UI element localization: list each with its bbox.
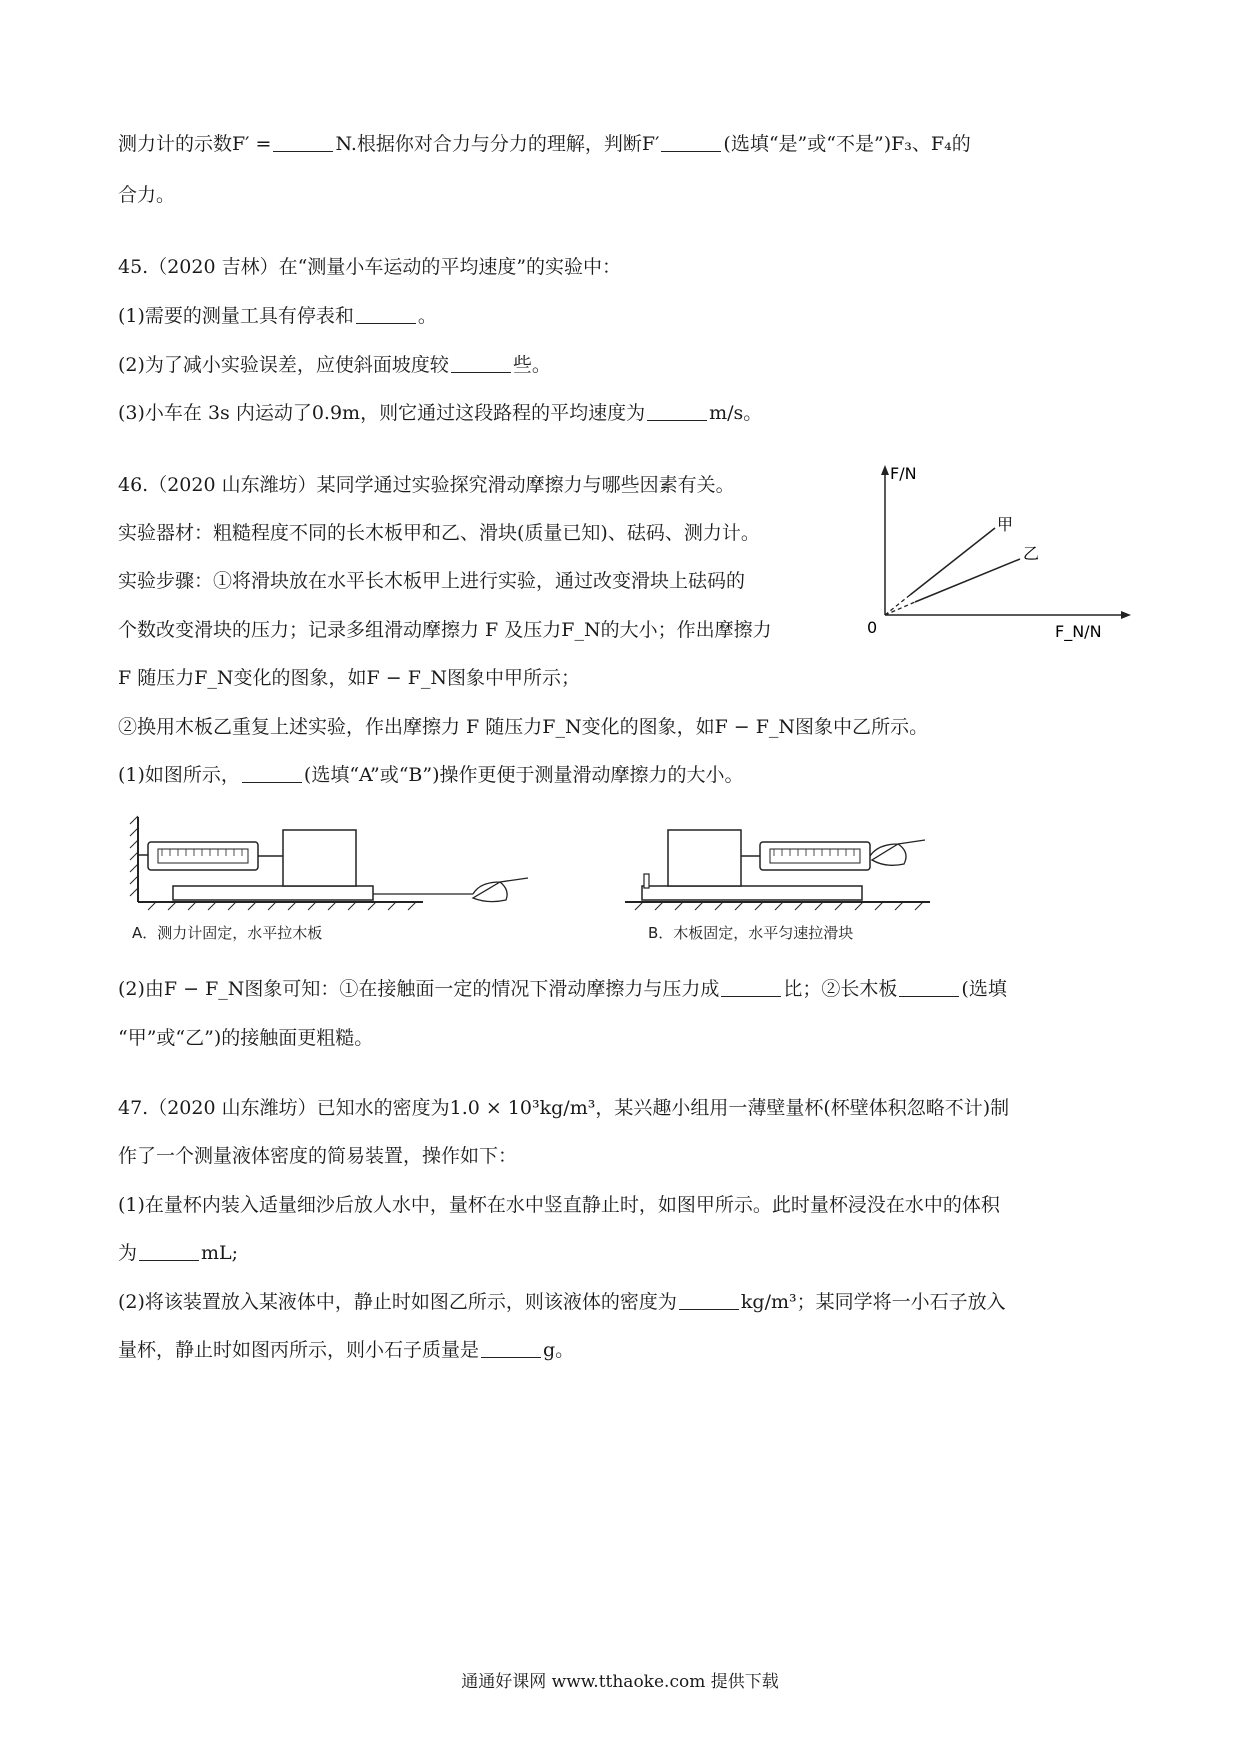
text-line <box>118 352 551 378</box>
question-45: 45.（2020 吉林）在“测量小车运动的平均速度”的实验中： <box>118 256 622 278</box>
text-line <box>118 762 744 788</box>
text-line: (1)在量杯内装入适量细沙后放人水中，量杯在水中竖直静止时，如图甲所示。此时量杯浸没在水中的体积 <box>118 1194 1000 1216</box>
hand-icon <box>870 840 925 865</box>
page-footer: 通通好课网 www.tthaoke.com 提供下载 <box>461 1672 779 1692</box>
answer-blank[interactable] <box>451 354 511 373</box>
wall-hatch <box>130 816 138 896</box>
answer-blank[interactable] <box>273 133 333 152</box>
line-yi <box>915 559 1020 602</box>
text-line: 实验器材：粗糙程度不同的长木板甲和乙、滑块(质量已知)、砝码、测力计。 <box>118 522 760 544</box>
text-line <box>118 400 762 426</box>
text-line: “甲”或“乙”)的接触面更粗糙。 <box>118 1027 374 1049</box>
friction-graph <box>855 455 1140 650</box>
text-line <box>118 303 437 329</box>
answer-blank[interactable] <box>242 764 302 783</box>
text: (选填“是”或“不是”)F₃、F₄的 <box>723 133 971 155</box>
text: (选填“A”或“B”)操作更便于测量滑动摩擦力的大小。 <box>303 764 744 786</box>
text: (选填 <box>961 978 1007 1000</box>
answer-blank[interactable] <box>661 133 721 152</box>
ground-hatch <box>148 902 416 910</box>
text: 测力计的示数F′ = <box>118 133 272 155</box>
text: (1)如图所示， <box>118 764 240 786</box>
answer-blank[interactable] <box>647 402 707 421</box>
x-axis-label: F_N/N <box>1055 622 1102 641</box>
line-jia-label: 甲 <box>997 515 1014 534</box>
text-line: 合力。 <box>118 184 176 206</box>
text-line <box>118 1289 1006 1315</box>
y-axis-label: F/N <box>890 464 917 483</box>
stopper <box>644 874 649 888</box>
answer-blank[interactable] <box>721 978 781 997</box>
text-line <box>118 976 1007 1002</box>
text-line: ②换用木板乙重复上述实验，作出摩擦力 F 随压力F_N变化的图象，如F − F_N图象中乙所示。 <box>118 716 929 738</box>
text-line <box>118 1337 574 1363</box>
figure-b <box>620 812 950 922</box>
caption-a: A．测力计固定，水平拉木板 <box>132 924 323 942</box>
text-line <box>118 131 971 157</box>
text: m/s。 <box>709 402 763 424</box>
answer-blank[interactable] <box>679 1291 739 1310</box>
text-line: F 随压力F_N变化的图象，如F − F_N图象中甲所示； <box>118 667 581 689</box>
text: 量杯，静止时如图丙所示，则小石子质量是 <box>118 1339 480 1361</box>
origin-label: 0 <box>867 618 878 637</box>
caption-b: B．木板固定，水平匀速拉滑块 <box>648 924 854 942</box>
text: kg/m³；某同学将一小石子放入 <box>740 1291 1006 1313</box>
text-line: 实验步骤：①将滑块放在水平长木板甲上进行实验，通过改变滑块上砝码的 <box>118 570 746 592</box>
scale-window <box>770 849 860 863</box>
text: (1)需要的测量工具有停表和 <box>118 305 354 327</box>
answer-blank[interactable] <box>356 305 416 324</box>
text: (2)由F − F_N图象可知：①在接触面一定的情况下滑动摩擦力与压力成 <box>118 978 720 1000</box>
text-line: 作了一个测量液体密度的简易装置，操作如下： <box>118 1145 518 1167</box>
text: (2)为了减小实验误差，应使斜面坡度较 <box>118 354 449 376</box>
text: mL; <box>201 1242 239 1264</box>
hand-icon <box>473 878 528 902</box>
text: (3)小车在 3s 内运动了0.9m，则它通过这段路程的平均速度为 <box>118 402 646 424</box>
text: (2)将该装置放入某液体中，静止时如图乙所示，则该液体的密度为 <box>118 1291 677 1313</box>
text: g。 <box>543 1339 575 1361</box>
text-line: 个数改变滑块的压力；记录多组滑动摩擦力 F 及压力F_N的大小；作出摩擦力 <box>118 619 772 641</box>
wooden-board <box>173 886 373 900</box>
figure-a <box>128 812 538 922</box>
text: 。 <box>417 305 437 327</box>
x-axis-arrow <box>1121 611 1131 619</box>
wooden-board <box>642 886 862 900</box>
answer-blank[interactable] <box>481 1339 541 1358</box>
slider-block <box>668 830 741 886</box>
text: 比；②长木板 <box>783 978 898 1000</box>
question-46: 46.（2020 山东潍坊）某同学通过实验探究滑动摩擦力与哪些因素有关。 <box>118 474 735 496</box>
answer-blank[interactable] <box>899 978 959 997</box>
line-yi-dashed <box>885 602 915 615</box>
text: N.根据你对合力与分力的理解，判断F′ <box>335 133 660 155</box>
text-line <box>118 1240 238 1266</box>
line-jia-dashed <box>885 595 910 615</box>
ground-hatch <box>635 902 923 910</box>
line-yi-label: 乙 <box>1023 544 1040 563</box>
line-jia <box>910 528 995 595</box>
question-47: 47.（2020 山东潍坊）已知水的密度为1.0 × 10³kg/m³，某兴趣小组用一薄壁量杯(杯壁体积忽略不计)制 <box>118 1097 1010 1119</box>
answer-blank[interactable] <box>139 1242 199 1261</box>
text: 为 <box>118 1242 138 1264</box>
y-axis-arrow <box>881 465 889 475</box>
scale-window <box>158 849 248 863</box>
text: 些。 <box>512 354 551 376</box>
slider-block <box>283 830 356 886</box>
